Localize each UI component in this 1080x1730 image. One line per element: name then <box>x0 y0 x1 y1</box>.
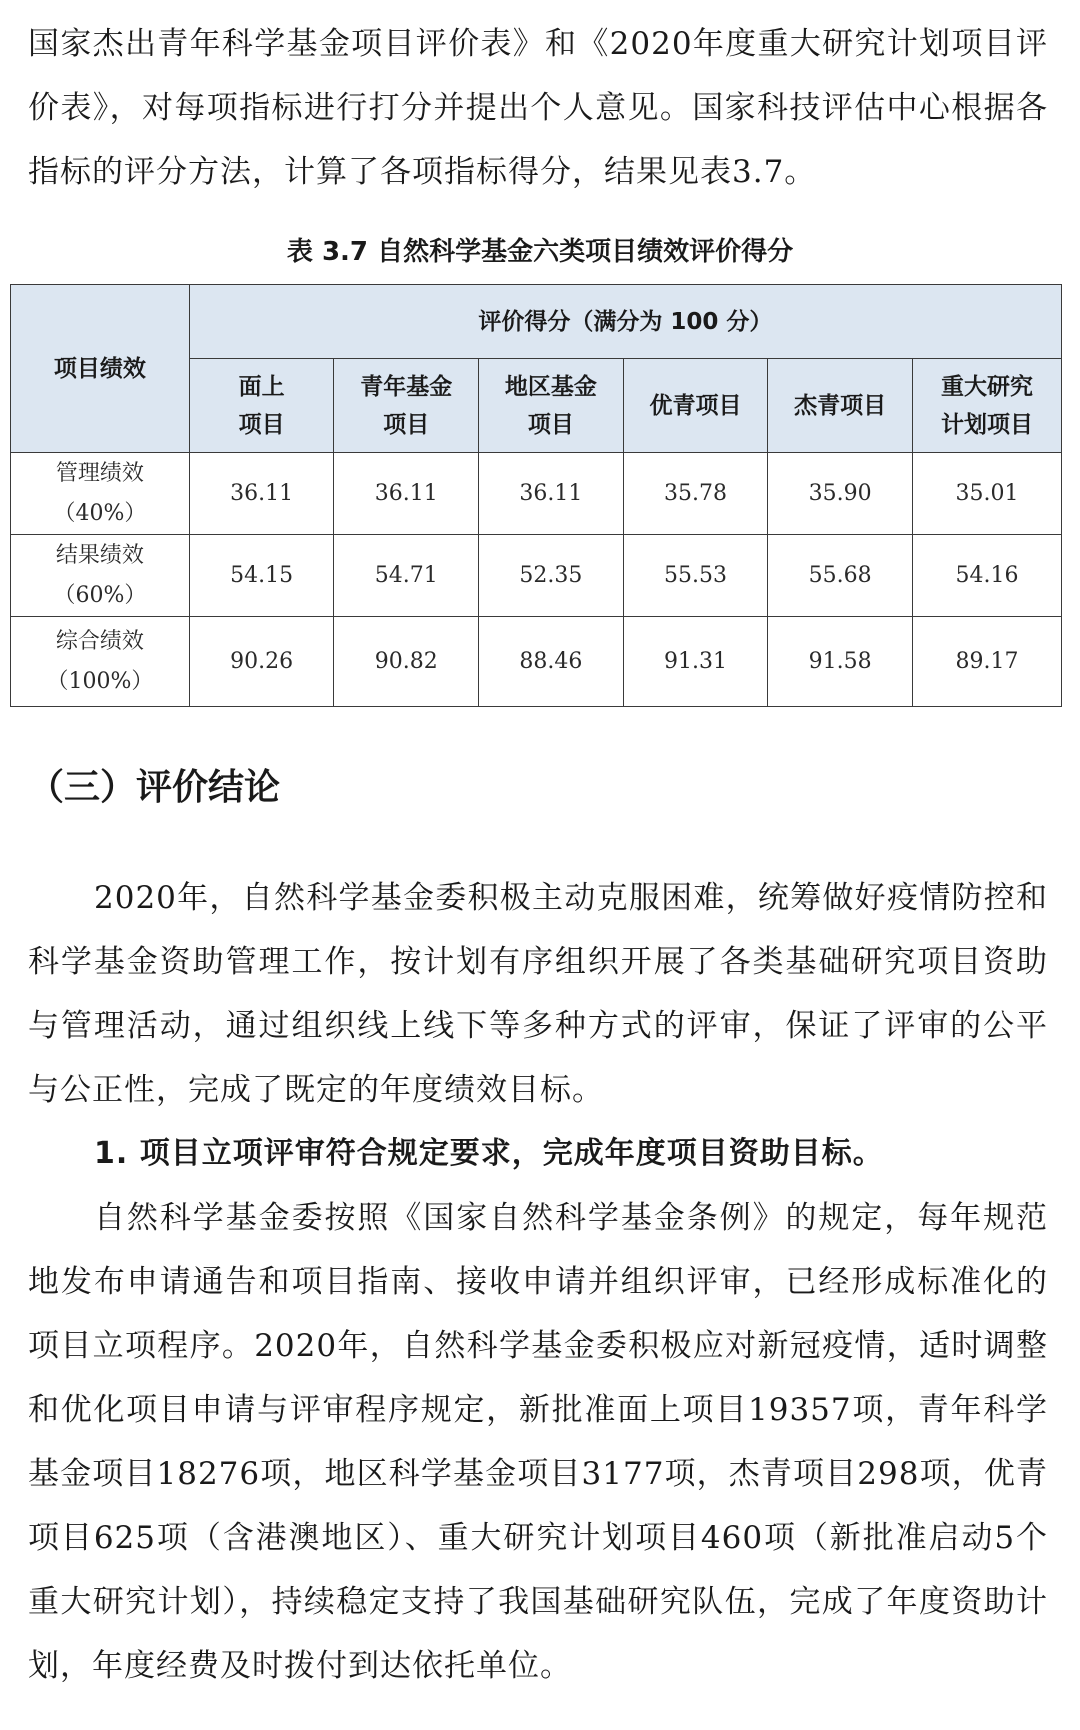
score-cell: 52.35 <box>479 535 624 617</box>
score-cell: 55.53 <box>623 535 768 617</box>
column-header: 重大研究 计划项目 <box>912 359 1061 453</box>
table-row <box>11 617 1062 707</box>
column-header: 青年基金 项目 <box>334 359 479 453</box>
score-cell: 54.16 <box>912 535 1061 617</box>
section-title: （三）评价结论 <box>28 767 281 808</box>
table-row <box>11 453 1062 535</box>
table-caption: 表 3.7 自然科学基金六类项目绩效评价得分 <box>286 237 794 267</box>
conclusion-paragraph: 2020年，自然科学基金委积极主动克服困难，统筹做好疫情防控和科学基金资助管理工作，按计划有序组织开展了各类基础研究项目资助与管理活动，通过组织线上线下等多种方式的评审，保证了评审的公平与公正性，完成了既定的年度绩效目标。 <box>28 880 1048 1108</box>
score-cell: 35.78 <box>623 453 768 535</box>
score-cell: 91.31 <box>623 617 768 707</box>
row-label-cell: 综合绩效 （100%） <box>11 617 190 707</box>
row-header-cell: 项目绩效 <box>11 285 190 453</box>
score-cell: 55.68 <box>768 535 913 617</box>
score-cell: 89.17 <box>912 617 1061 707</box>
table-header-row <box>11 285 1062 359</box>
score-cell: 35.90 <box>768 453 913 535</box>
table-row <box>11 535 1062 617</box>
score-cell: 54.15 <box>189 535 334 617</box>
score-cell: 90.82 <box>334 617 479 707</box>
point-1-heading: 1. 项目立项评审符合规定要求，完成年度项目资助目标。 <box>94 1136 884 1171</box>
group-header-cell: 评价得分（满分为 100 分） <box>189 285 1061 359</box>
score-cell: 36.11 <box>189 453 334 535</box>
score-table <box>10 284 1062 707</box>
score-cell: 54.71 <box>334 535 479 617</box>
column-header: 地区基金 项目 <box>479 359 624 453</box>
row-label-cell: 结果绩效 （60%） <box>11 535 190 617</box>
score-cell: 35.01 <box>912 453 1061 535</box>
score-cell: 88.46 <box>479 617 624 707</box>
point-1-paragraph: 自然科学基金委按照《国家自然科学基金条例》的规定，每年规范地发布申请通告和项目指南、接收申请并组织评审，已经形成标准化的项目立项程序。2020年，自然科学基金委积极应对新冠疫情，适时调整和优化项目申请与评审程序规定，新批准面上项目19357项，青年科学基金项目18276项，地区科学基金项目3177项，杰青项目298项，优青项目625项（含港澳地区）、重大研究计划项目460项（新批准启动5个重大研究计划），持续稳定支持了我国基础研究队伍，完成了年度资助计划，年度经费及时拨付到达依托单位。 <box>28 1200 1048 1684</box>
score-cell: 90.26 <box>189 617 334 707</box>
column-header: 优青项目 <box>623 359 768 453</box>
score-cell: 36.11 <box>479 453 624 535</box>
column-header: 杰青项目 <box>768 359 913 453</box>
column-header: 面上 项目 <box>189 359 334 453</box>
score-cell: 91.58 <box>768 617 913 707</box>
intro-paragraph: 国家杰出青年科学基金项目评价表》和《2020年度重大研究计划项目评价表》，对每项指标进行打分并提出个人意见。国家科技评估中心根据各指标的评分方法，计算了各项指标得分，结果见表3.7。 <box>28 26 1048 190</box>
score-cell: 36.11 <box>334 453 479 535</box>
row-label-cell: 管理绩效 （40%） <box>11 453 190 535</box>
